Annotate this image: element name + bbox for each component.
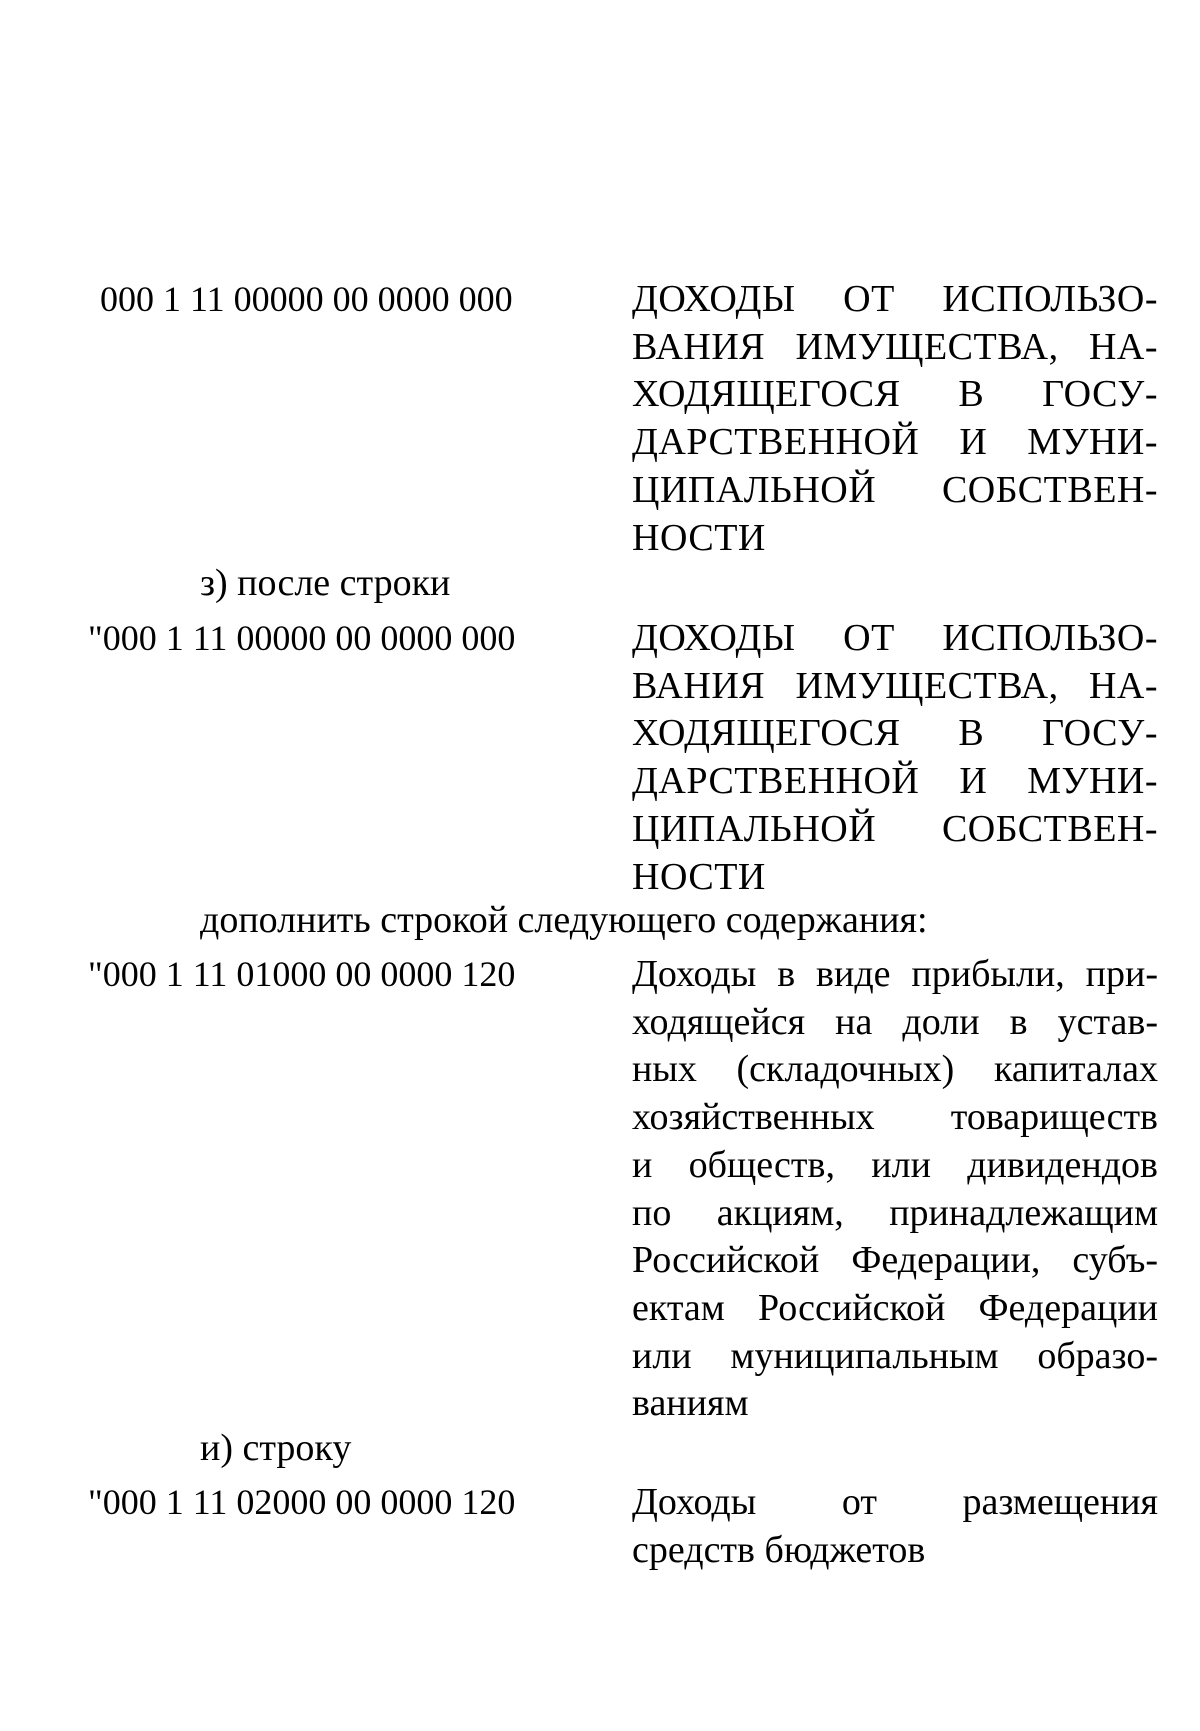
description-line: ЦИПАЛЬНОЙ СОБСТВЕН- bbox=[632, 807, 1158, 850]
budget-description-4 bbox=[632, 1479, 1158, 1574]
instruction-z: з) после строки bbox=[200, 562, 451, 604]
description-line: средств бюджетов bbox=[632, 1528, 926, 1571]
description-line: и обществ, или дивидендов bbox=[632, 1143, 1158, 1186]
description-line: ХОДЯЩЕГОСЯ В ГОСУ- bbox=[632, 373, 1158, 416]
description-line: ДАРСТВЕННОЙ И МУНИ- bbox=[632, 760, 1158, 803]
description-line: Доходы от размещения bbox=[632, 1481, 1158, 1523]
budget-description-3 bbox=[632, 951, 1158, 1428]
instruction-i: и) строку bbox=[200, 1427, 352, 1469]
description-line: Доходы в виде прибыли, при- bbox=[632, 953, 1158, 995]
description-line: по акциям, принадлежащим bbox=[632, 1191, 1158, 1234]
description-line: ектам Российской Федерации bbox=[632, 1286, 1158, 1329]
description-line: ДАРСТВЕННОЙ И МУНИ- bbox=[632, 421, 1158, 464]
description-line: Российской Федерации, субъ- bbox=[632, 1239, 1158, 1282]
description-line: или муниципальным образо- bbox=[632, 1334, 1158, 1377]
budget-code-2: "000 1 11 00000 00 0000 000 bbox=[88, 618, 516, 658]
budget-description-1 bbox=[632, 276, 1158, 562]
description-line: хозяйственных товариществ bbox=[632, 1096, 1158, 1139]
budget-code-4: "000 1 11 02000 00 0000 120 bbox=[88, 1482, 516, 1522]
budget-code-3: "000 1 11 01000 00 0000 120 bbox=[88, 954, 516, 994]
description-line: ВАНИЯ ИМУЩЕСТВА, НА- bbox=[632, 664, 1158, 707]
description-line: НОСТИ bbox=[632, 855, 766, 898]
description-line: ходящейся на доли в устав- bbox=[632, 1000, 1158, 1043]
description-line: ВАНИЯ ИМУЩЕСТВА, НА- bbox=[632, 325, 1158, 368]
description-line: ЦИПАЛЬНОЙ СОБСТВЕН- bbox=[632, 468, 1158, 511]
description-line: ных (складочных) капиталах bbox=[632, 1048, 1158, 1091]
description-line: ДОХОДЫ ОТ ИСПОЛЬЗО- bbox=[632, 617, 1158, 659]
instruction-supplement: дополнить строкой следующего содержания: bbox=[200, 899, 928, 941]
budget-description-2 bbox=[632, 615, 1158, 901]
description-line: НОСТИ bbox=[632, 516, 766, 559]
description-line: ХОДЯЩЕГОСЯ В ГОСУ- bbox=[632, 712, 1158, 755]
description-line: ДОХОДЫ ОТ ИСПОЛЬЗО- bbox=[632, 278, 1158, 320]
budget-code-1: 000 1 11 00000 00 0000 000 bbox=[100, 279, 513, 319]
description-line: ваниям bbox=[632, 1382, 749, 1425]
